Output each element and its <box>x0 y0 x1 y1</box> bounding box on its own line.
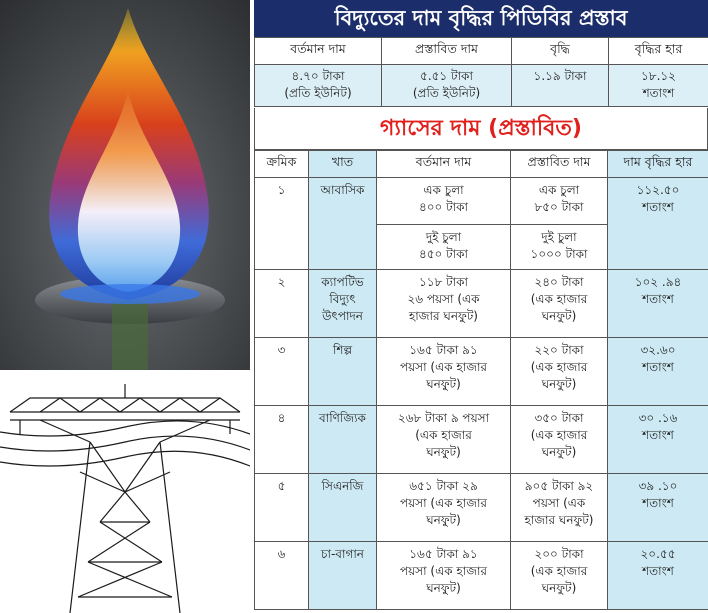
cell-line: শতাংশ <box>642 200 674 214</box>
price-table-panel <box>254 0 708 613</box>
current-price-cell <box>255 65 382 107</box>
cell-line: পয়সা (এক হাজার <box>399 360 488 374</box>
table-row <box>255 178 708 225</box>
proposed-price-cell <box>511 178 608 225</box>
cell-line: শতাংশ <box>642 86 675 100</box>
cell-line: ৪.৭০ টাকা <box>291 69 345 83</box>
serial-cell: ৫ <box>255 474 309 542</box>
cell-line: ৩০ .১৬ <box>638 411 678 425</box>
increase-rate-cell <box>609 65 708 107</box>
cell-line: ২৬ পয়সা (এক <box>407 292 480 306</box>
cell-line: দুই চুলা <box>541 230 577 244</box>
column-header: খাত <box>309 151 377 178</box>
cell-line: (এক হাজার <box>415 428 472 442</box>
cell-line: উৎপাদন <box>322 309 363 323</box>
cell-line: ঘনফুট) <box>426 377 461 391</box>
cell-line: ৮৫০ টাকা <box>534 200 584 214</box>
cell-line: শতাংশ <box>642 360 674 374</box>
proposed-price-cell <box>511 474 608 542</box>
proposed-price-cell <box>382 65 512 107</box>
column-header: বর্তমান দাম <box>255 38 382 65</box>
table-header-row <box>255 151 708 178</box>
cell-line: পয়সা (এক <box>532 496 586 510</box>
current-price-cell <box>377 338 511 406</box>
cell-line: ১.১৯ টাকা <box>533 69 587 83</box>
serial-cell: ৩ <box>255 338 309 406</box>
cell-line: ৬৫১ টাকা ২৯ <box>409 479 478 493</box>
cell-line: (প্রতি ইউনিট) <box>412 86 481 100</box>
cell-line: ঘনফুট) <box>541 445 577 459</box>
table-header-row <box>255 38 708 65</box>
cell-line: ক্যাপটিভ <box>321 275 364 289</box>
rate-cell <box>608 542 708 610</box>
cell-line: ১০২ .৯৪ <box>634 275 682 289</box>
power-tower-illustration <box>0 372 250 613</box>
proposed-price-cell <box>511 270 608 338</box>
column-header: দাম বৃদ্ধির হার <box>608 151 708 178</box>
table-row <box>255 65 708 107</box>
cell-line: এক চুলা <box>423 183 464 197</box>
table-row <box>255 474 708 542</box>
serial-cell: ৪ <box>255 406 309 474</box>
rate-cell <box>608 338 708 406</box>
cell-line: (এক হাজার <box>530 360 588 374</box>
cell-line: ১১২.৫০ <box>636 183 680 197</box>
gas-price-table <box>254 150 708 610</box>
cell-line: ১৮.১২ <box>641 69 676 83</box>
proposed-price-cell <box>511 338 608 406</box>
proposed-price-cell <box>511 542 608 610</box>
sector-cell: সিএনজি <box>309 474 377 542</box>
serial-cell: ৬ <box>255 542 309 610</box>
cell-line: এক চুলা <box>538 183 580 197</box>
cell-line: ২২০ টাকা <box>534 343 584 357</box>
serial-cell: ২ <box>255 270 309 338</box>
cell-line: (এক হাজার <box>530 428 588 442</box>
cell-line: শতাংশ <box>642 564 674 578</box>
current-price-cell <box>377 225 511 270</box>
rate-cell <box>608 474 708 542</box>
cell-line: বিদ্যুৎ <box>329 292 356 306</box>
rate-cell <box>608 406 708 474</box>
sector-cell: শিল্প <box>309 338 377 406</box>
gas-flame-image <box>0 0 250 370</box>
table-row <box>255 542 708 610</box>
cell-line: শতাংশ <box>642 428 674 442</box>
rate-cell <box>608 270 708 338</box>
cell-line: শতাংশ <box>642 292 674 306</box>
cell-line: ২৪০ টাকা <box>534 275 584 289</box>
cell-line: ১৬৫ টাকা ৯১ <box>409 547 478 561</box>
proposed-price-cell <box>511 406 608 474</box>
cell-line: (প্রতি ইউনিট) <box>284 86 352 100</box>
column-header: প্রস্তাবিত দাম <box>382 38 512 65</box>
cell-line: ৩২.৬০ <box>640 343 676 357</box>
gas-flame-illustration <box>0 0 250 370</box>
cell-line: হাজার ঘনফুট) <box>409 309 478 323</box>
cell-line: ঘনফুট) <box>426 581 461 595</box>
cell-line: ঘনফুট) <box>426 513 461 527</box>
cell-line: ৩৯ .১০ <box>638 479 678 493</box>
sector-cell: বাণিজ্যিক <box>309 406 377 474</box>
cell-line: পয়সা (এক হাজার <box>399 496 488 510</box>
cell-line: ৪৫০ টাকা <box>418 247 469 261</box>
cell-line: ২৬৮ টাকা ৯ পয়সা <box>397 411 490 425</box>
rate-cell <box>608 178 708 270</box>
increase-cell <box>512 65 609 107</box>
current-price-cell <box>377 178 511 225</box>
cell-line: হাজার ঘনফুট) <box>524 513 594 527</box>
cell-line: ৪০০ টাকা <box>418 200 469 214</box>
cell-line: ৩৫০ টাকা <box>534 411 584 425</box>
column-header: বৃদ্ধির হার <box>609 38 708 65</box>
cell-line: ঘনফুট) <box>541 581 577 595</box>
cell-line: ঘনফুট) <box>426 445 461 459</box>
table-row <box>255 270 708 338</box>
cell-line: ৯০৫ টাকা ৯২ <box>524 479 594 493</box>
cell-line: ২০০ টাকা <box>534 547 584 561</box>
gas-title: গ্যাসের দাম (প্রস্তাবিত) <box>254 108 708 150</box>
cell-line: ঘনফুট) <box>541 377 577 391</box>
electricity-price-table <box>254 37 708 107</box>
current-price-cell <box>377 474 511 542</box>
table-row <box>255 406 708 474</box>
cell-line: ২০.৫৫ <box>640 547 676 561</box>
cell-line: ১১৮ টাকা <box>418 275 469 289</box>
sector-cell: চা-বাগান <box>309 542 377 610</box>
cell-line: (এক হাজার <box>530 564 588 578</box>
current-price-cell <box>377 542 511 610</box>
sector-cell <box>309 270 377 338</box>
cell-line: ১০০০ টাকা <box>530 247 588 261</box>
cell-line: ঘনফুট) <box>541 309 577 323</box>
cell-line: ১৬৫ টাকা ৯১ <box>409 343 478 357</box>
column-header: বৃদ্ধি <box>512 38 609 65</box>
cell-line: (এক হাজার <box>530 292 588 306</box>
current-price-cell <box>377 406 511 474</box>
current-price-cell <box>377 270 511 338</box>
cell-line: দুই চুলা <box>425 230 462 244</box>
column-header: ক্রমিক <box>255 151 309 178</box>
proposed-price-cell <box>511 225 608 270</box>
column-header: বর্তমান দাম <box>377 151 511 178</box>
serial-cell: ১ <box>255 178 309 270</box>
power-tower-image <box>0 372 250 613</box>
cell-line: শতাংশ <box>642 496 674 510</box>
table-row <box>255 338 708 406</box>
column-header: প্রস্তাবিত দাম <box>511 151 608 178</box>
electricity-title: বিদ্যুতের দাম বৃদ্ধির পিডিবির প্রস্তাব <box>254 0 708 37</box>
cell-line: ৫.৫১ টাকা <box>420 69 473 83</box>
sector-cell: আবাসিক <box>309 178 377 270</box>
cell-line: পয়সা (এক হাজার <box>399 564 488 578</box>
